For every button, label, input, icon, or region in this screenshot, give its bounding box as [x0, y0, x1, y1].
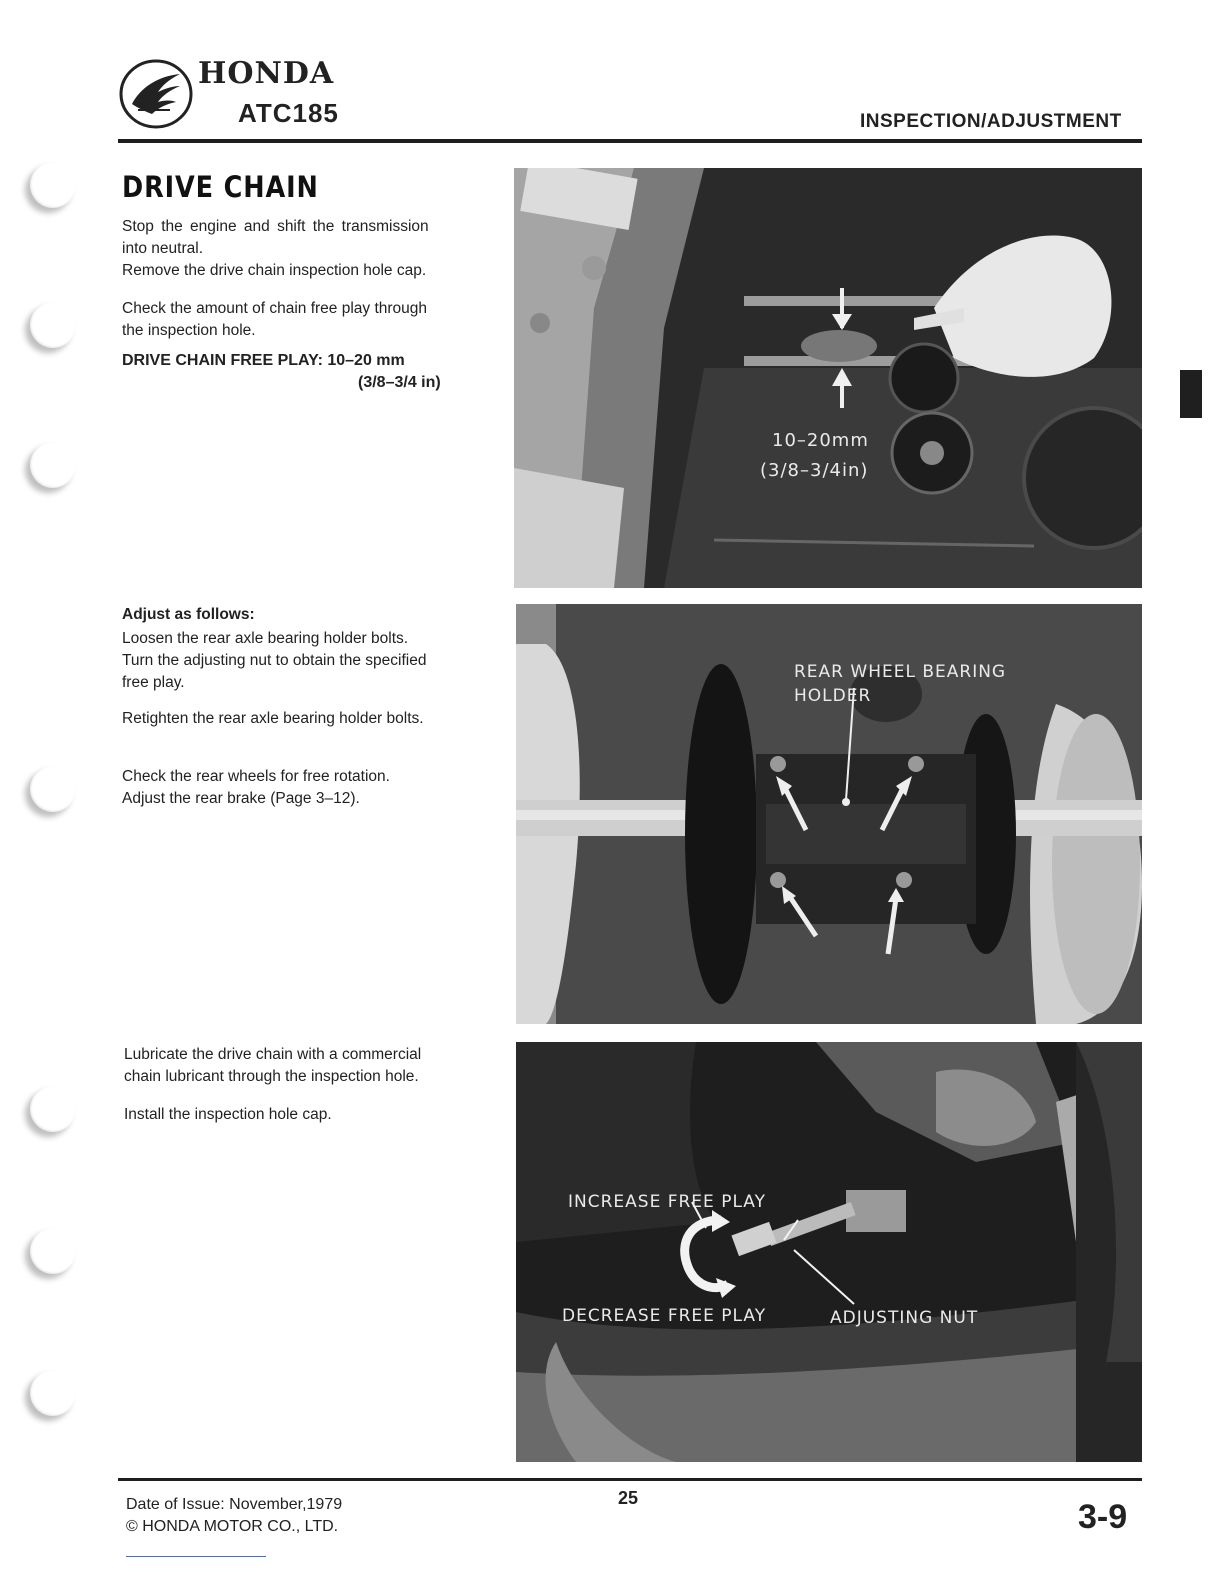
punch-hole — [30, 1086, 76, 1132]
footer-rule — [118, 1478, 1142, 1481]
adjusting-nut-label: ADJUSTING NUT — [830, 1308, 979, 1328]
increase-free-play-label: INCREASE FREE PLAY — [568, 1192, 767, 1212]
decrease-free-play-label: DECREASE FREE PLAY — [562, 1306, 767, 1326]
punch-hole — [30, 766, 76, 812]
instruction-paragraph: Check the rear wheels for free rotation. Adjust the rear brake (Page 3–12). — [122, 768, 390, 807]
instruction-paragraph: Stop the engine and shift the transmission into neutral. Remove the drive chain inspection hole cap. — [122, 218, 429, 279]
punch-hole — [30, 442, 76, 488]
bearing-holder-label: HOLDER — [794, 686, 872, 706]
free-play-inch-label: (3/8–3/4in) — [760, 460, 869, 481]
chain-free-play-photo — [514, 168, 1142, 588]
header-rule — [118, 139, 1142, 143]
punch-hole — [30, 1228, 76, 1274]
model-name: ATC185 — [238, 98, 339, 128]
instruction-paragraph: Retighten the rear axle bearing holder bolts. — [122, 710, 424, 727]
instruction-paragraph: Install the inspection hole cap. — [124, 1106, 332, 1123]
issue-date: Date of Issue: November,1979 — [126, 1496, 343, 1513]
instruction-paragraph: Loosen the rear axle bearing holder bolts. Turn the adjusting nut to obtain the specified free play. — [122, 630, 427, 691]
page-title: DRIVE CHAIN — [122, 170, 319, 204]
spec-label: DRIVE CHAIN FREE PLAY: 10–20 mm — [122, 352, 405, 369]
link-underline — [126, 1556, 266, 1557]
copyright: © HONDA MOTOR CO., LTD. — [126, 1518, 339, 1535]
page-number: 25 — [618, 1488, 639, 1508]
brand-name: HONDA — [198, 56, 335, 91]
instruction-paragraph: Lubricate the drive chain with a commercial chain lubricant through the inspection hole. — [124, 1046, 422, 1085]
instruction-paragraph: Check the amount of chain free play through the inspection hole. — [122, 300, 428, 339]
punch-hole — [30, 1370, 76, 1416]
section-heading: INSPECTION/ADJUSTMENT — [860, 111, 1122, 132]
honda-wing-logo-icon — [118, 58, 194, 130]
free-play-label: 10–20mm — [772, 430, 869, 451]
bearing-holder-photo — [516, 604, 1142, 1024]
punch-hole — [30, 302, 76, 348]
section-thumb-tab — [1180, 370, 1202, 418]
section-page-number: 3-9 — [1078, 1498, 1128, 1536]
punch-hole — [30, 162, 76, 208]
adjust-heading: Adjust as follows: — [122, 606, 255, 623]
adjusting-nut-photo — [516, 1042, 1142, 1462]
bearing-holder-label: REAR WHEEL BEARING — [794, 662, 1007, 682]
spec-inch-value: (3/8–3/4 in) — [358, 374, 441, 391]
